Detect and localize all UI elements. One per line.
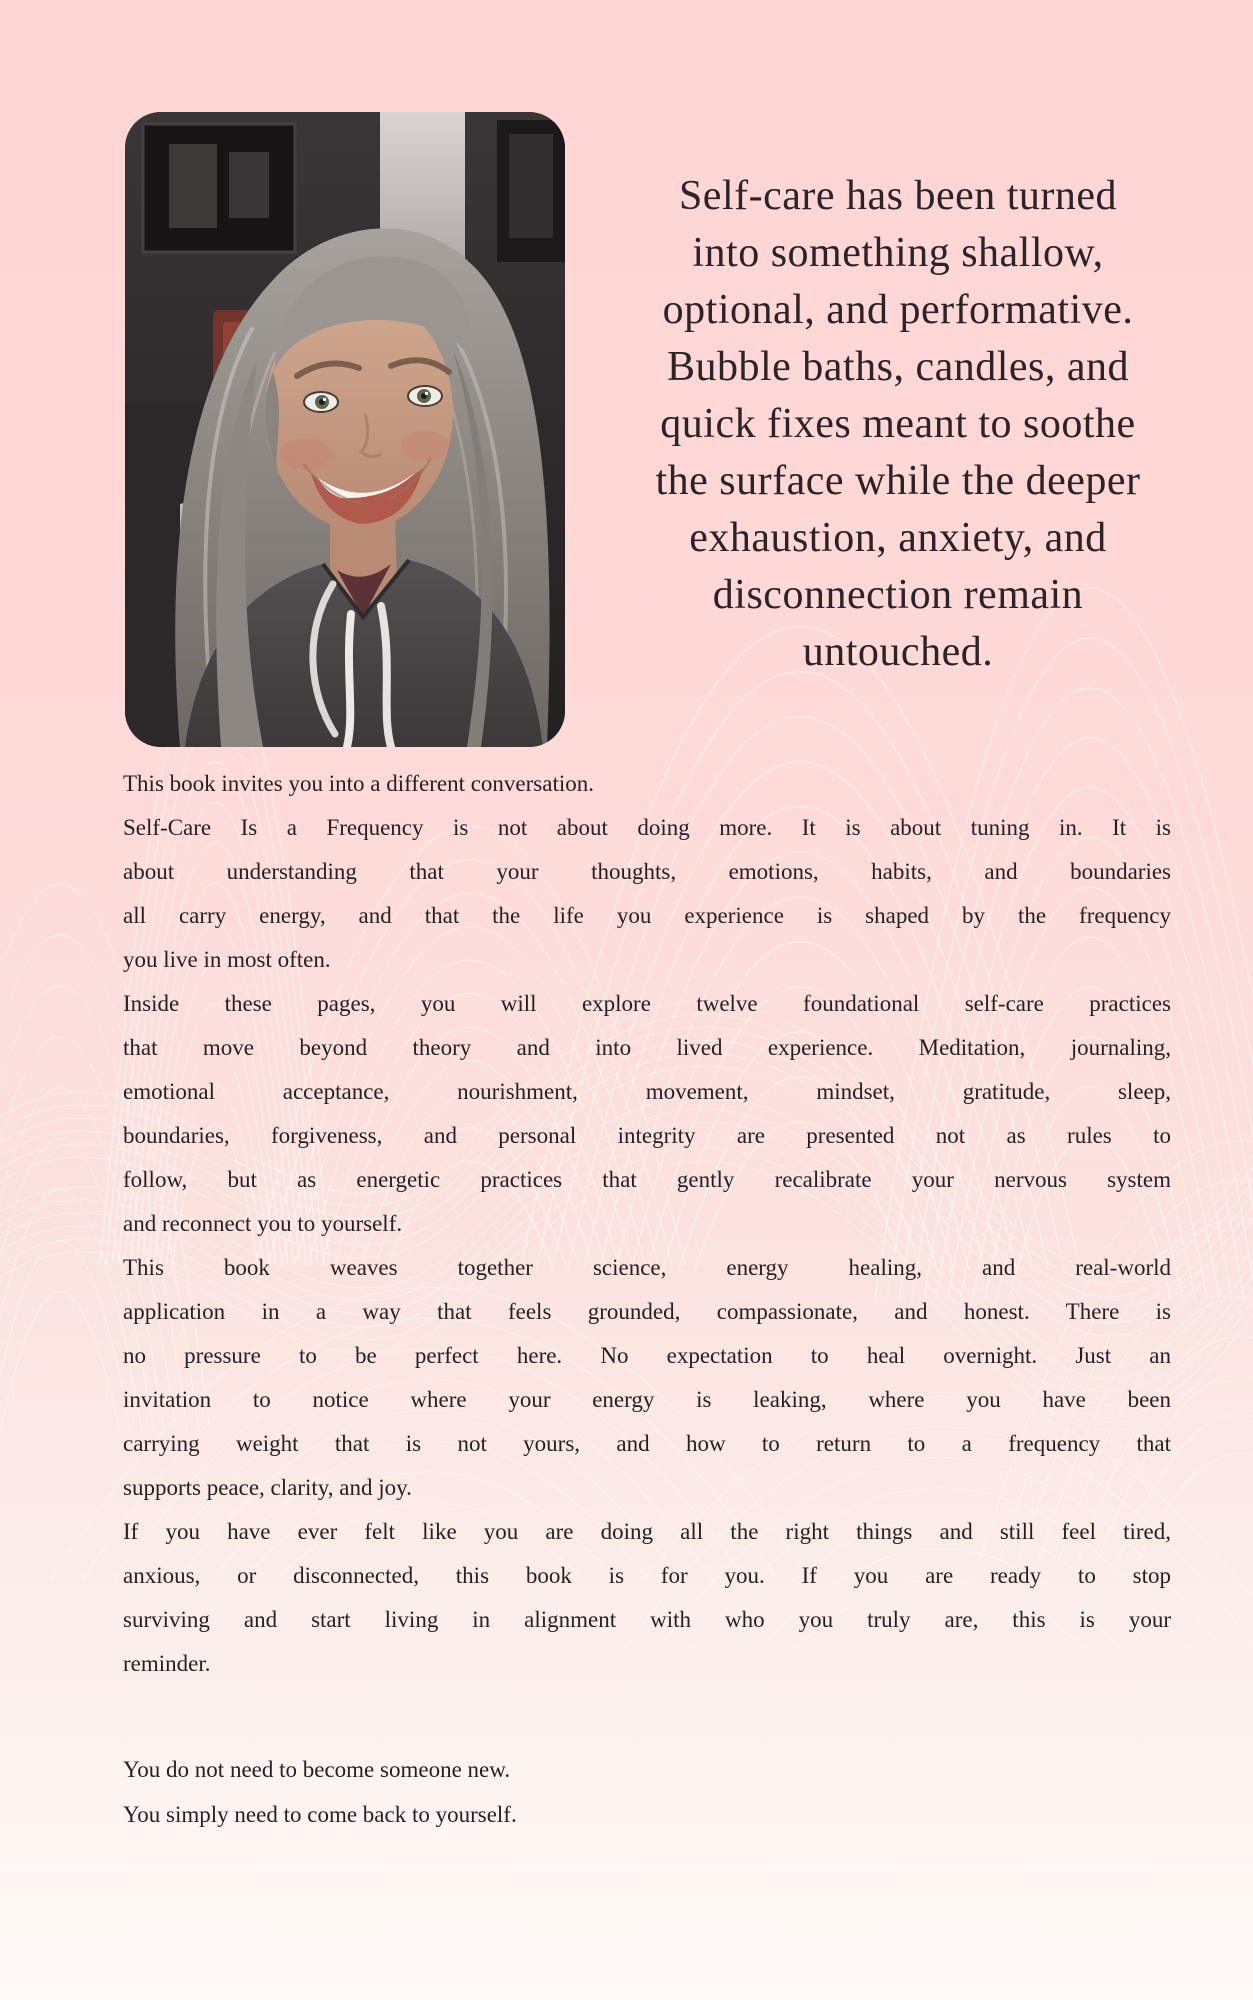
closing-lines bbox=[123, 1747, 1171, 1837]
description-line: no pressure to be perfect here. No expectation to heal overnight. Just an bbox=[123, 1343, 1171, 1368]
description-line: about understanding that your thoughts, emotions, habits, and boundaries bbox=[123, 859, 1171, 884]
quote-line: Self-care has been turned bbox=[678, 173, 1118, 219]
description-line: This book weaves together science, energy healing, and real-world bbox=[123, 1255, 1171, 1280]
quote-line: optional, and performative. bbox=[662, 287, 1134, 333]
closing-line: You do not need to become someone new. bbox=[123, 1757, 511, 1782]
description-line: Self-Care Is a Frequency is not about doing more. It is about tuning in. It is bbox=[123, 815, 1171, 840]
description-line: emotional acceptance, nourishment, movement, mindset, gratitude, sleep, bbox=[123, 1079, 1171, 1104]
author-photo bbox=[125, 112, 565, 747]
description-line: boundaries, forgiveness, and personal integrity are presented not as rules to bbox=[123, 1123, 1171, 1148]
quote-line: Bubble baths, candles, and bbox=[666, 344, 1130, 390]
pull-quote bbox=[573, 168, 1223, 681]
quote-line: untouched. bbox=[802, 629, 994, 675]
description-line: Inside these pages, you will explore twelve foundational self-care practices bbox=[123, 991, 1171, 1016]
description-line: This book invites you into a different conversation. bbox=[123, 771, 594, 796]
description-line: supports peace, clarity, and joy. bbox=[123, 1475, 412, 1500]
description-line: If you have ever felt like you are doing all the right things and still feel tired, bbox=[123, 1519, 1171, 1544]
author-photo-illustration bbox=[125, 112, 565, 747]
description-line: you live in most often. bbox=[123, 947, 331, 972]
description-line: application in a way that feels grounded, compassionate, and honest. There is bbox=[123, 1299, 1171, 1324]
description-line: all carry energy, and that the life you experience is shaped by the frequency bbox=[123, 903, 1171, 928]
description-line: surviving and start living in alignment with who you truly are, this is your bbox=[123, 1607, 1171, 1632]
description-line: invitation to notice where your energy is leaking, where you have been bbox=[123, 1387, 1171, 1412]
quote-line: the surface while the deeper bbox=[655, 458, 1141, 504]
closing-line: You simply need to come back to yourself. bbox=[123, 1802, 517, 1827]
book-description bbox=[123, 762, 1171, 1686]
description-line: carrying weight that is not yours, and how to return to a frequency that bbox=[123, 1431, 1171, 1456]
description-line: that move beyond theory and into lived experience. Meditation, journaling, bbox=[123, 1035, 1171, 1060]
quote-line: into something shallow, bbox=[692, 230, 1104, 276]
description-line: anxious, or disconnected, this book is for you. If you are ready to stop bbox=[123, 1563, 1171, 1588]
description-line: follow, but as energetic practices that gently recalibrate your nervous system bbox=[123, 1167, 1171, 1192]
description-line: and reconnect you to yourself. bbox=[123, 1211, 403, 1236]
description-line: reminder. bbox=[123, 1651, 211, 1676]
quote-line: disconnection remain bbox=[712, 572, 1084, 618]
quote-line: exhaustion, anxiety, and bbox=[689, 515, 1107, 561]
quote-line: quick fixes meant to soothe bbox=[660, 401, 1136, 447]
